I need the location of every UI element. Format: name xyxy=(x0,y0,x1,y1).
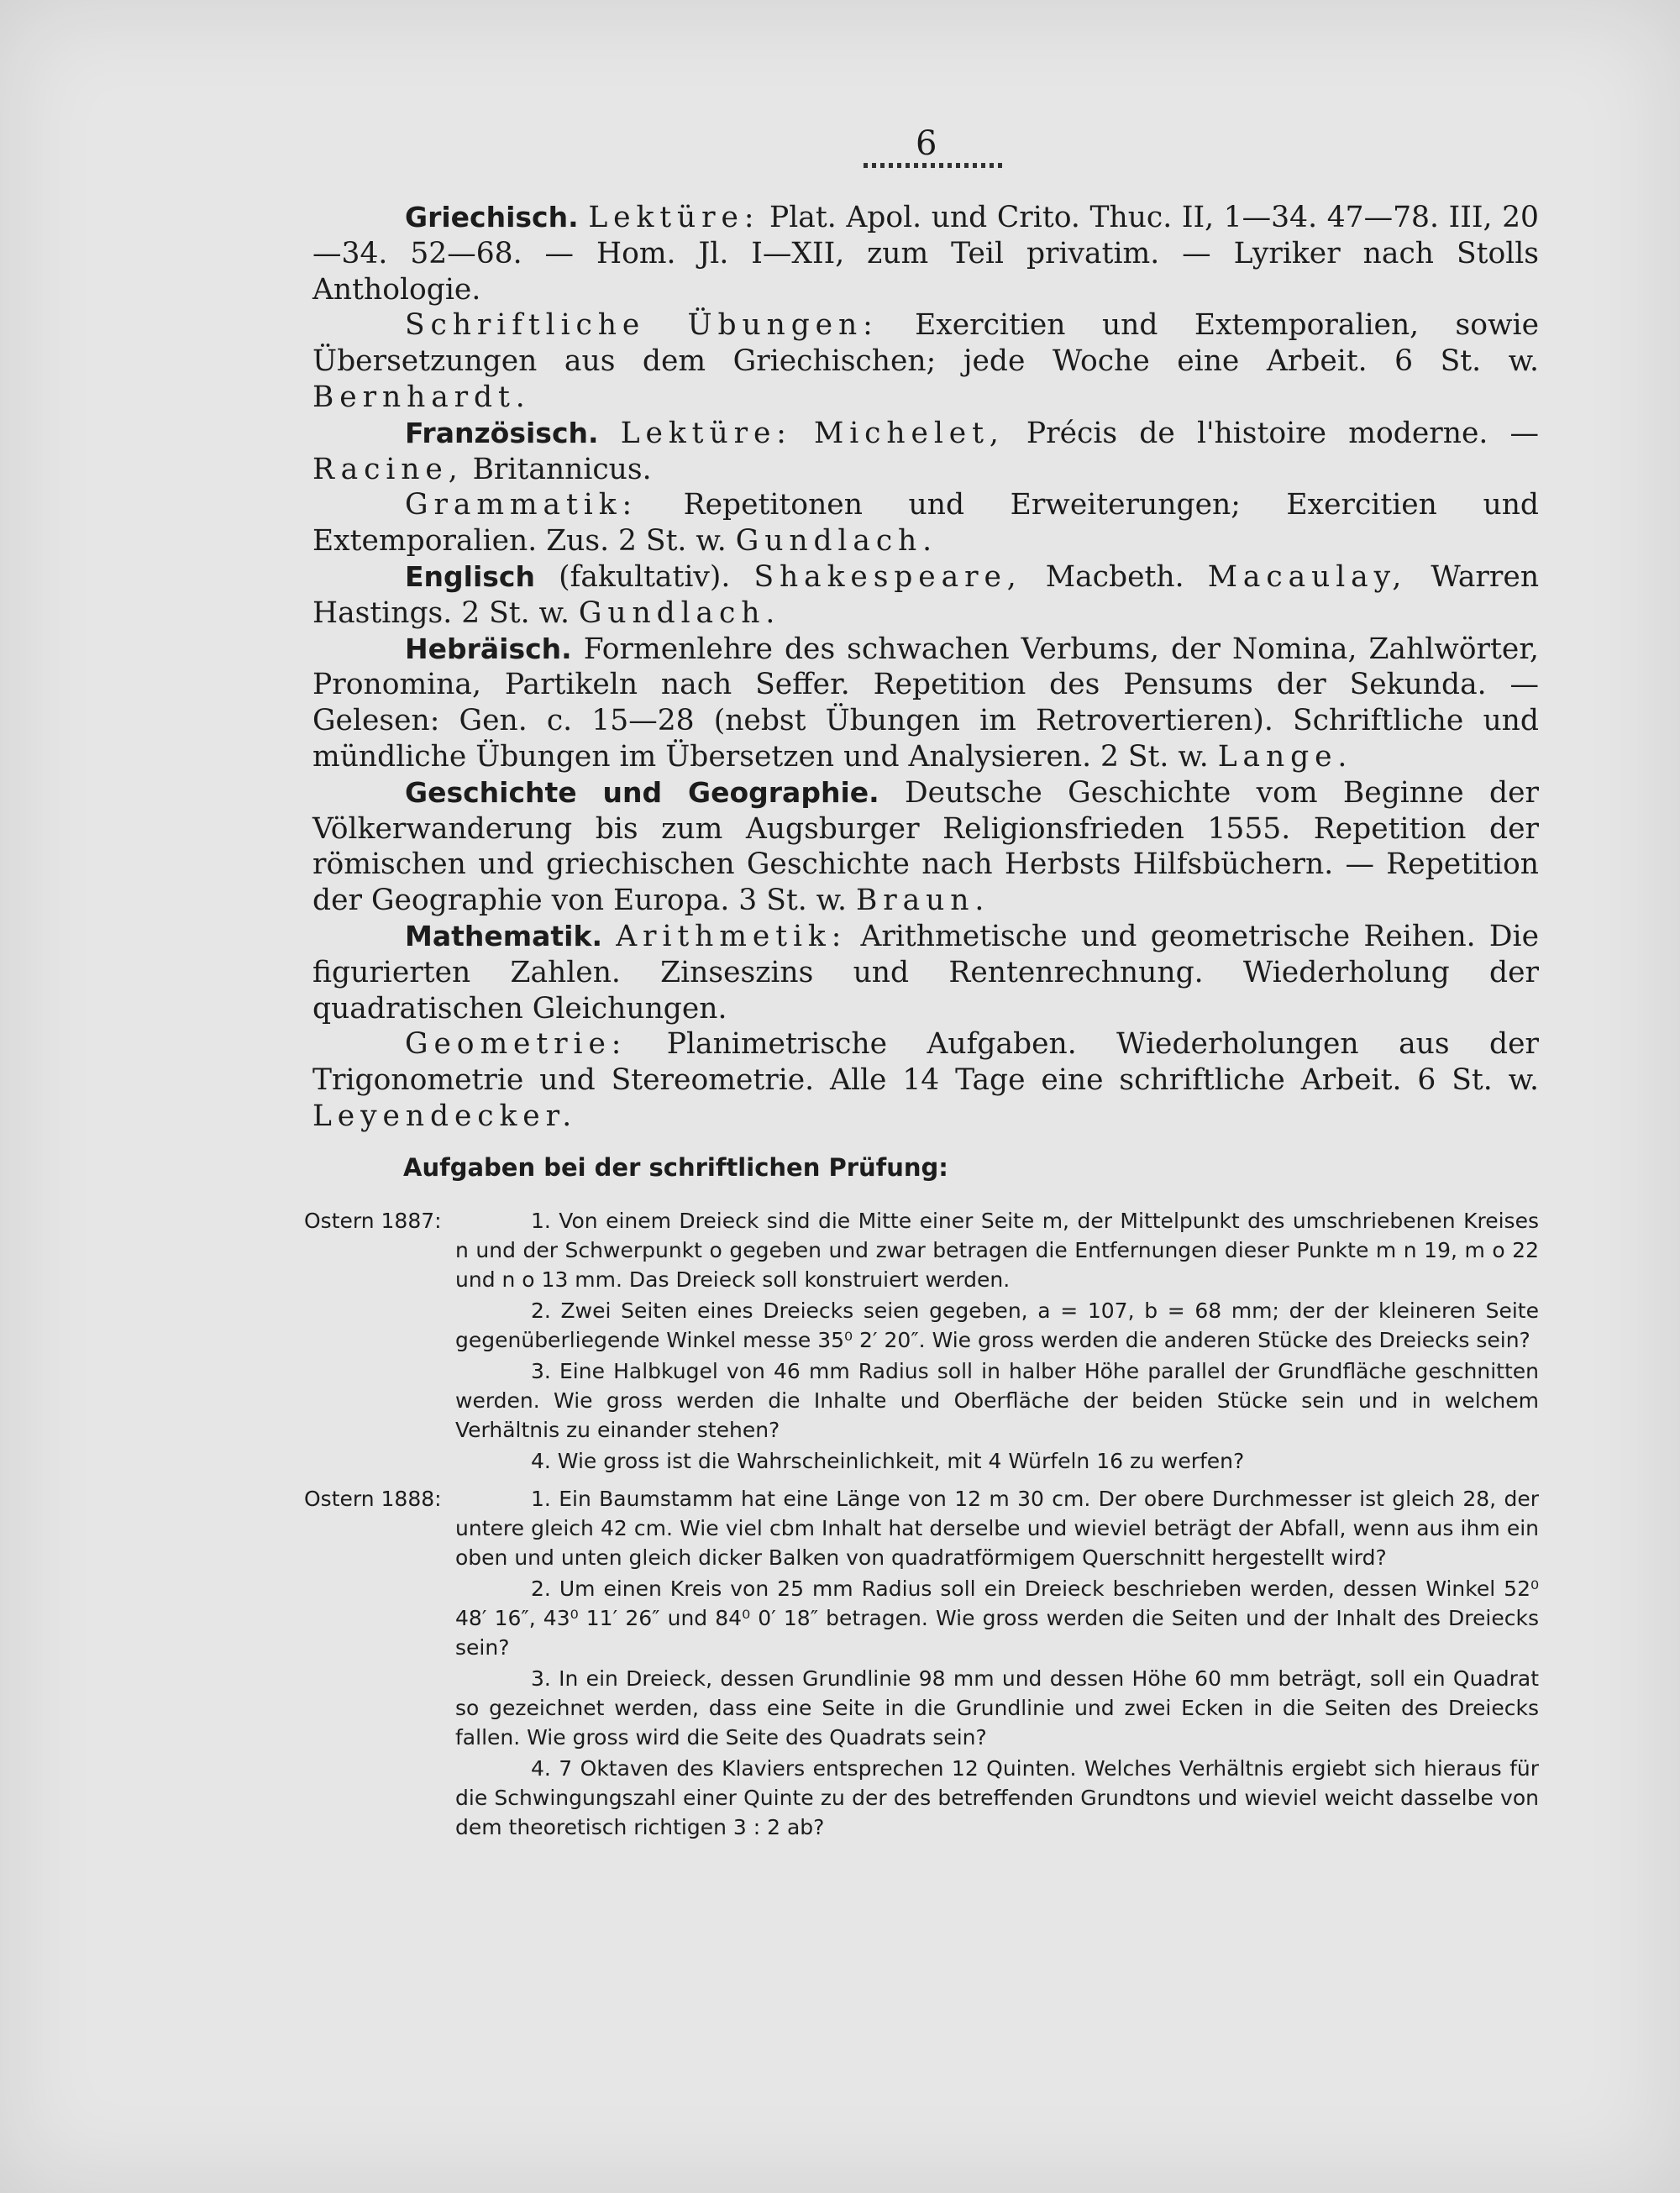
subject-heading: Englisch xyxy=(405,559,535,593)
teacher-name: Leyendecker. xyxy=(312,1099,578,1133)
greek-writing-paragraph xyxy=(312,307,1539,415)
section-label: Schriftliche Übungen: xyxy=(405,308,879,343)
teacher-name: Gundlach. xyxy=(578,595,781,630)
paragraph-text: Macbeth. xyxy=(1045,559,1184,594)
exam-task: 3. In ein Dreieck, dessen Grundlinie 98 mm und dessen Höhe 60 mm beträgt, soll ein Quadrat so gezeichnet werden, dass eine Seite in die Grundlinie und zwei Ecken in die Seiten des Dreiecks fallen. Wie gross wird die Seite des Quadrats sein? xyxy=(455,1666,1539,1750)
french-grammar-paragraph xyxy=(312,487,1539,559)
greek-reading-paragraph xyxy=(312,200,1539,307)
exam-task: 2. Um einen Kreis von 25 mm Radius soll ein Dreieck beschrieben werden, dessen Winkel 52⁰ 48′ 16″, 43⁰ 11′ 26″ und 84⁰ 0′ 18″ betragen. Wie gross werden die Seiten und der Inhalt des Dreiecks sein? xyxy=(455,1576,1539,1660)
section-label: Grammatik: xyxy=(405,488,638,522)
hebrew-paragraph xyxy=(312,632,1539,775)
syllabus-body xyxy=(304,200,1540,1844)
section-label: Arithmetik: xyxy=(616,919,848,953)
subject-heading: Griechisch. xyxy=(405,201,579,233)
teacher-name: Bernhardt. xyxy=(312,380,531,414)
paragraph-text: Planimetrische Aufgaben. Wiederholungen aus der Trigonometrie und Stereometrie. Alle 14 Tage eine schriftliche Arbeit. 6 St. w. xyxy=(312,1027,1539,1098)
exam-task: 4. 7 Oktaven des Klaviers entsprechen 12 Quinten. Welches Verhältnis ergiebt sich hieraus für die Schwingungszahl einer Quinte zu der des betreffenden Grundtons und wieviel weicht dasselbe von dem theoretisch richtigen 3 : 2 ab? xyxy=(455,1755,1539,1839)
subject-heading: Französisch. xyxy=(405,416,599,449)
subject-heading: Mathematik. xyxy=(405,919,602,952)
exam-group-label: Ostern 1888: xyxy=(304,1486,442,1511)
section-label: Geometrie: xyxy=(405,1027,627,1062)
exam-task: 4. Wie gross ist die Wahrscheinlichkeit, mit 4 Würfeln 16 zu werfen? xyxy=(531,1448,1245,1473)
subject-heading: Hebräisch. xyxy=(405,632,572,665)
exam-group-label: Ostern 1887: xyxy=(304,1208,442,1233)
math-arithmetic-paragraph xyxy=(312,919,1539,1026)
teacher-name: Lange. xyxy=(1217,739,1353,774)
paragraph-text: Précis de l'histoire moderne. — xyxy=(1026,416,1540,450)
paragraph-text: Warren Hastings. 2 St. w. xyxy=(312,559,1540,630)
author-name: Macaulay, xyxy=(1207,559,1408,594)
paragraph-text: Britannicus. xyxy=(472,452,652,486)
author-name: Shakespeare, xyxy=(753,559,1022,594)
paragraph-text: (fakultativ). xyxy=(559,559,731,594)
paragraph-text: Formenlehre des schwachen Verbums, der Nomina, Zahlwörter, Pronomina, Partikeln nach Seffer. Repetition des Pensums der Sekunda. — Gelesen: Gen. c. 15—28 (nebst Übungen im Retrovertieren). Schriftliche und mündliche Übungen im Übersetzen und Analysieren. 2 St. w. xyxy=(312,632,1539,774)
teacher-name: Braun. xyxy=(856,884,990,918)
exam-task: 2. Zwei Seiten eines Dreiecks seien gegeben, a = 107, b = 68 mm; der der kleineren Seite gegenüberliegende Winkel messe 35⁰ 2′ 20″. Wie gross werden die anderen Stücke des Dreiecks sein? xyxy=(455,1298,1539,1352)
french-reading-paragraph xyxy=(312,416,1539,488)
page-number: 6 xyxy=(916,124,937,163)
exam-task: 1. Von einem Dreieck sind die Mitte einer Seite m, der Mittelpunkt des umschriebenen Kreises n und der Schwerpunkt o gegeben und zwar betragen die Entfernungen dieser Punkte m n 19, m o 22 und n o 13 mm. Das Dreieck soll konstruiert werden. xyxy=(455,1208,1539,1292)
exam-group-items xyxy=(455,1206,1539,1477)
exam-group-1887 xyxy=(304,1206,1539,1477)
paragraph-text: Exercitien und Extemporalien, sowie Übersetzungen aus dem Griechischen; jede Woche eine Arbeit. 6 St. w. xyxy=(312,308,1540,379)
subject-heading: Geschichte und Geographie. xyxy=(405,775,879,809)
exam-task: 3. Eine Halbkugel von 46 mm Radius soll in halber Höhe parallel der Grundfläche geschnitten werden. Wie gross werden die Inhalte und Oberfläche der beiden Stücke sein und in welchem Verhältnis zu einander stehen? xyxy=(455,1358,1539,1442)
page-number-ornament xyxy=(864,163,1006,168)
section-label: Lektüre: xyxy=(620,416,792,450)
author-name: Racine, xyxy=(312,452,464,486)
teacher-name: Gundlach. xyxy=(735,524,938,559)
section-label: Lektüre: xyxy=(588,201,760,234)
author-name: Michelet, xyxy=(814,416,1005,450)
paragraph-text: Deutsche Geschichte vom Beginne der Völkerwanderung bis zum Augsburger Religionsfrieden 1555. Repetition der römischen und griechischen Geschichte nach Herbsts Hilfsbüchern. — Repetition der Geographie von Europa. 3 St. w. xyxy=(312,775,1539,918)
math-geometry-paragraph xyxy=(312,1026,1539,1134)
exam-tasks-heading: Aufgaben bei der schriftlichen Prüfung: xyxy=(403,1152,948,1182)
paragraph-text: Arithmetische und geometrische Reihen. Die figurierten Zahlen. Zinseszins und Rentenrechnung. Wiederholung der quadratischen Gleichungen. xyxy=(312,919,1539,1026)
paragraph-text: Plat. Apol. und Crito. Thuc. II, 1—34. 47—78. III, 20—34. 52—68. — Hom. Jl. I—XII, zum Teil privatim. — Lyriker nach Stolls Anthologie. xyxy=(312,201,1540,307)
history-paragraph xyxy=(312,775,1539,919)
english-paragraph xyxy=(312,559,1539,632)
exam-task: 1. Ein Baumstamm hat eine Länge von 12 m 30 cm. Der obere Durchmesser ist gleich 28, der untere gleich 42 cm. Wie viel cbm Inhalt hat derselbe und wieviel beträgt der Abfall, wenn aus ihm ein oben und unten gleich dicker Balken von quadratförmigem Querschnitt hergestellt wird? xyxy=(455,1486,1539,1570)
paragraph-text: Repetitonen und Erweiterungen; Exercitien und Extemporalien. Zus. 2 St. w. xyxy=(312,488,1539,559)
exam-group-1888 xyxy=(304,1484,1539,1844)
exam-group-items xyxy=(455,1484,1539,1844)
